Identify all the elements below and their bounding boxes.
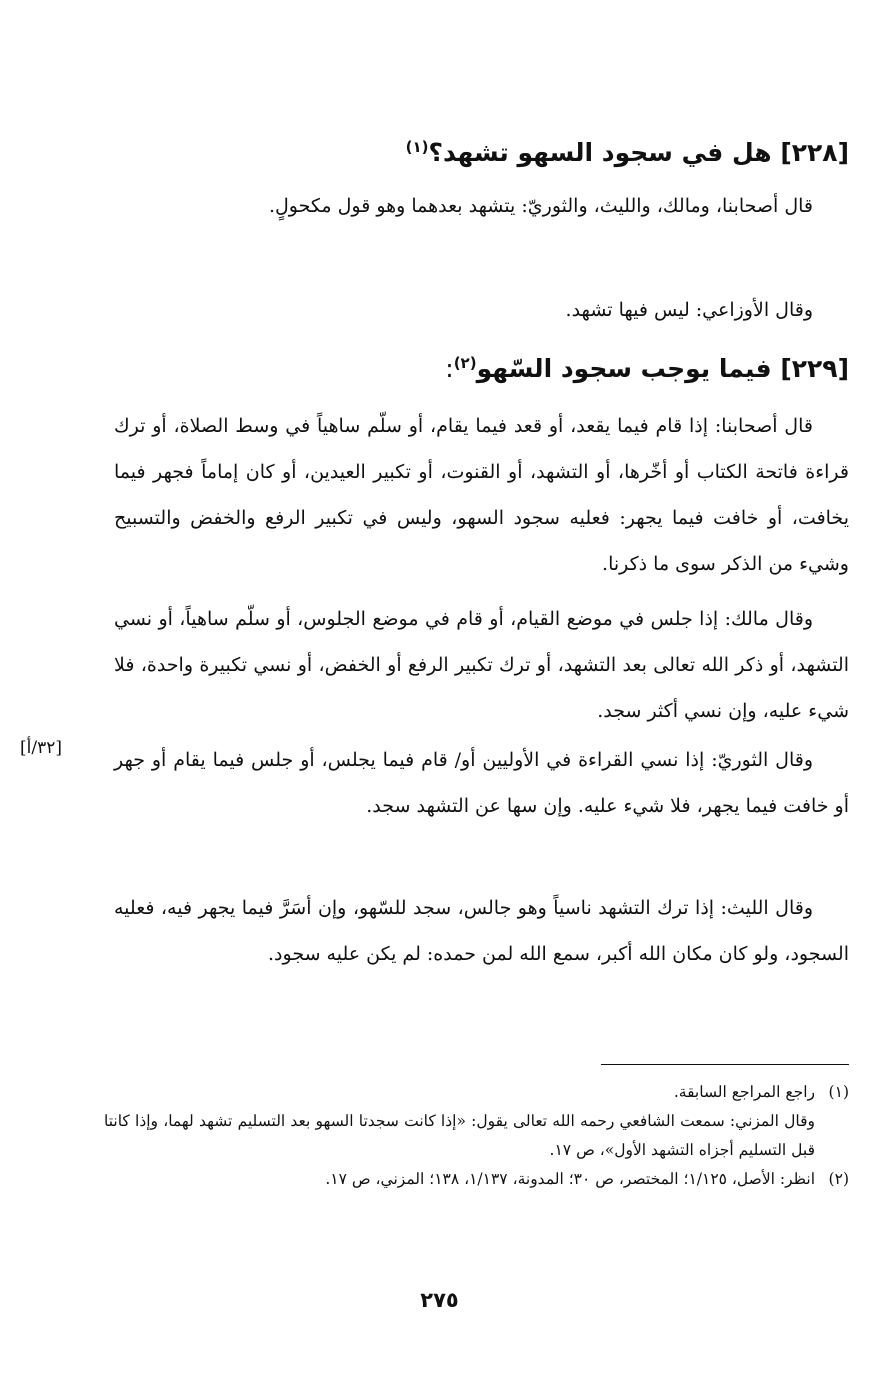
- footnote-item: [104, 1165, 849, 1194]
- footnote-number: (١): [828, 1083, 849, 1101]
- section-title-tail: :: [445, 354, 454, 383]
- section-title: فيما يوجب سجود السّهو: [476, 354, 772, 383]
- section-number: [٢٢٩]: [780, 354, 849, 383]
- footnote-reference[interactable]: (١): [405, 138, 429, 156]
- footnote-text: راجع المراجع السابقة.: [673, 1083, 815, 1101]
- footnote-number: (٢): [828, 1170, 849, 1188]
- paragraph: وقال مالك: إذا جلس في موضع القيام، أو قام في موضع الجلوس، أو سلّم ساهياً، أو نسي التشهد، أو ذكر الله تعالى بعد التشهد، أو ترك تكبير الرفع أو الخفض، أو نسي تكبيرة واحدة، فلا شيء عليه، وإن نسي أكثر سجد.: [114, 608, 849, 722]
- footnote-text: انظر: الأصل، ١/١٢٥؛ المختصر، ص ٣٠؛ المدونة، ١/١٣٧، ١٣٨؛ المزني، ص ١٧.: [325, 1170, 815, 1188]
- paragraph: وقال الثوريّ: إذا نسي القراءة في الأوليين أو/ قام فيما يجلس، أو جلس فيما يقام أو جهر أو خافت فيما يجهر، فلا شيء عليه. وإن سها عن التشهد سجد.: [114, 749, 849, 817]
- footnote-item: [104, 1107, 849, 1165]
- footnote-reference[interactable]: (٢): [453, 354, 477, 372]
- paragraph: وقال الأوزاعي: ليس فيها تشهد.: [565, 299, 813, 321]
- section-heading-229: [69, 354, 849, 383]
- section-number: [٢٢٨]: [780, 138, 849, 167]
- paragraph: قال أصحابنا، ومالك، والليث، والثوريّ: يتشهد بعدهما وهو قول مكحولٍ.: [268, 195, 813, 217]
- section-title: هل في سجود السهو تشهد؟: [428, 138, 772, 167]
- footnote-text: وقال المزني: سمعت الشافعي رحمه الله تعالى يقول: «إذا كانت سجدتا السهو بعد التسليم تشهد لهما، وإذا كانتا قبل التسليم أجزاه التشهد الأول»، ص ١٧.: [104, 1112, 815, 1159]
- footnote-item: [104, 1078, 849, 1107]
- page-number: ٢٧٥: [420, 1288, 459, 1312]
- paragraph: قال أصحابنا: إذا قام فيما يقعد، أو قعد فيما يقام، أو سلّم ساهياً في وسط الصلاة، أو ترك قراءة فاتحة الكتاب أو أخّرها، أو التشهد، أو القنوت، أو تكبير العيدين، أو كان إماماً فجهر فيما يخافت، أو خافت فيما يجهر: فعليه سجود السهو، وليس في تكبير الرفع والخفض والتسبيح وشيء من الذكر سوى ما ذكرنا.: [114, 415, 849, 575]
- footnote-separator: [601, 1064, 849, 1065]
- section-heading-228: [69, 138, 849, 167]
- paragraph: وقال الليث: إذا ترك التشهد ناسياً وهو جالس، سجد للسّهو، وإن أسَرَّ فيما يجهر فيه، فعليه السجود، ولو كان مكان الله أكبر، سمع الله لمن حمده: لم يكن عليه سجود.: [114, 897, 849, 965]
- footnotes: [104, 1078, 849, 1194]
- manuscript-folio-reference: [٣٢/أ]: [20, 738, 62, 758]
